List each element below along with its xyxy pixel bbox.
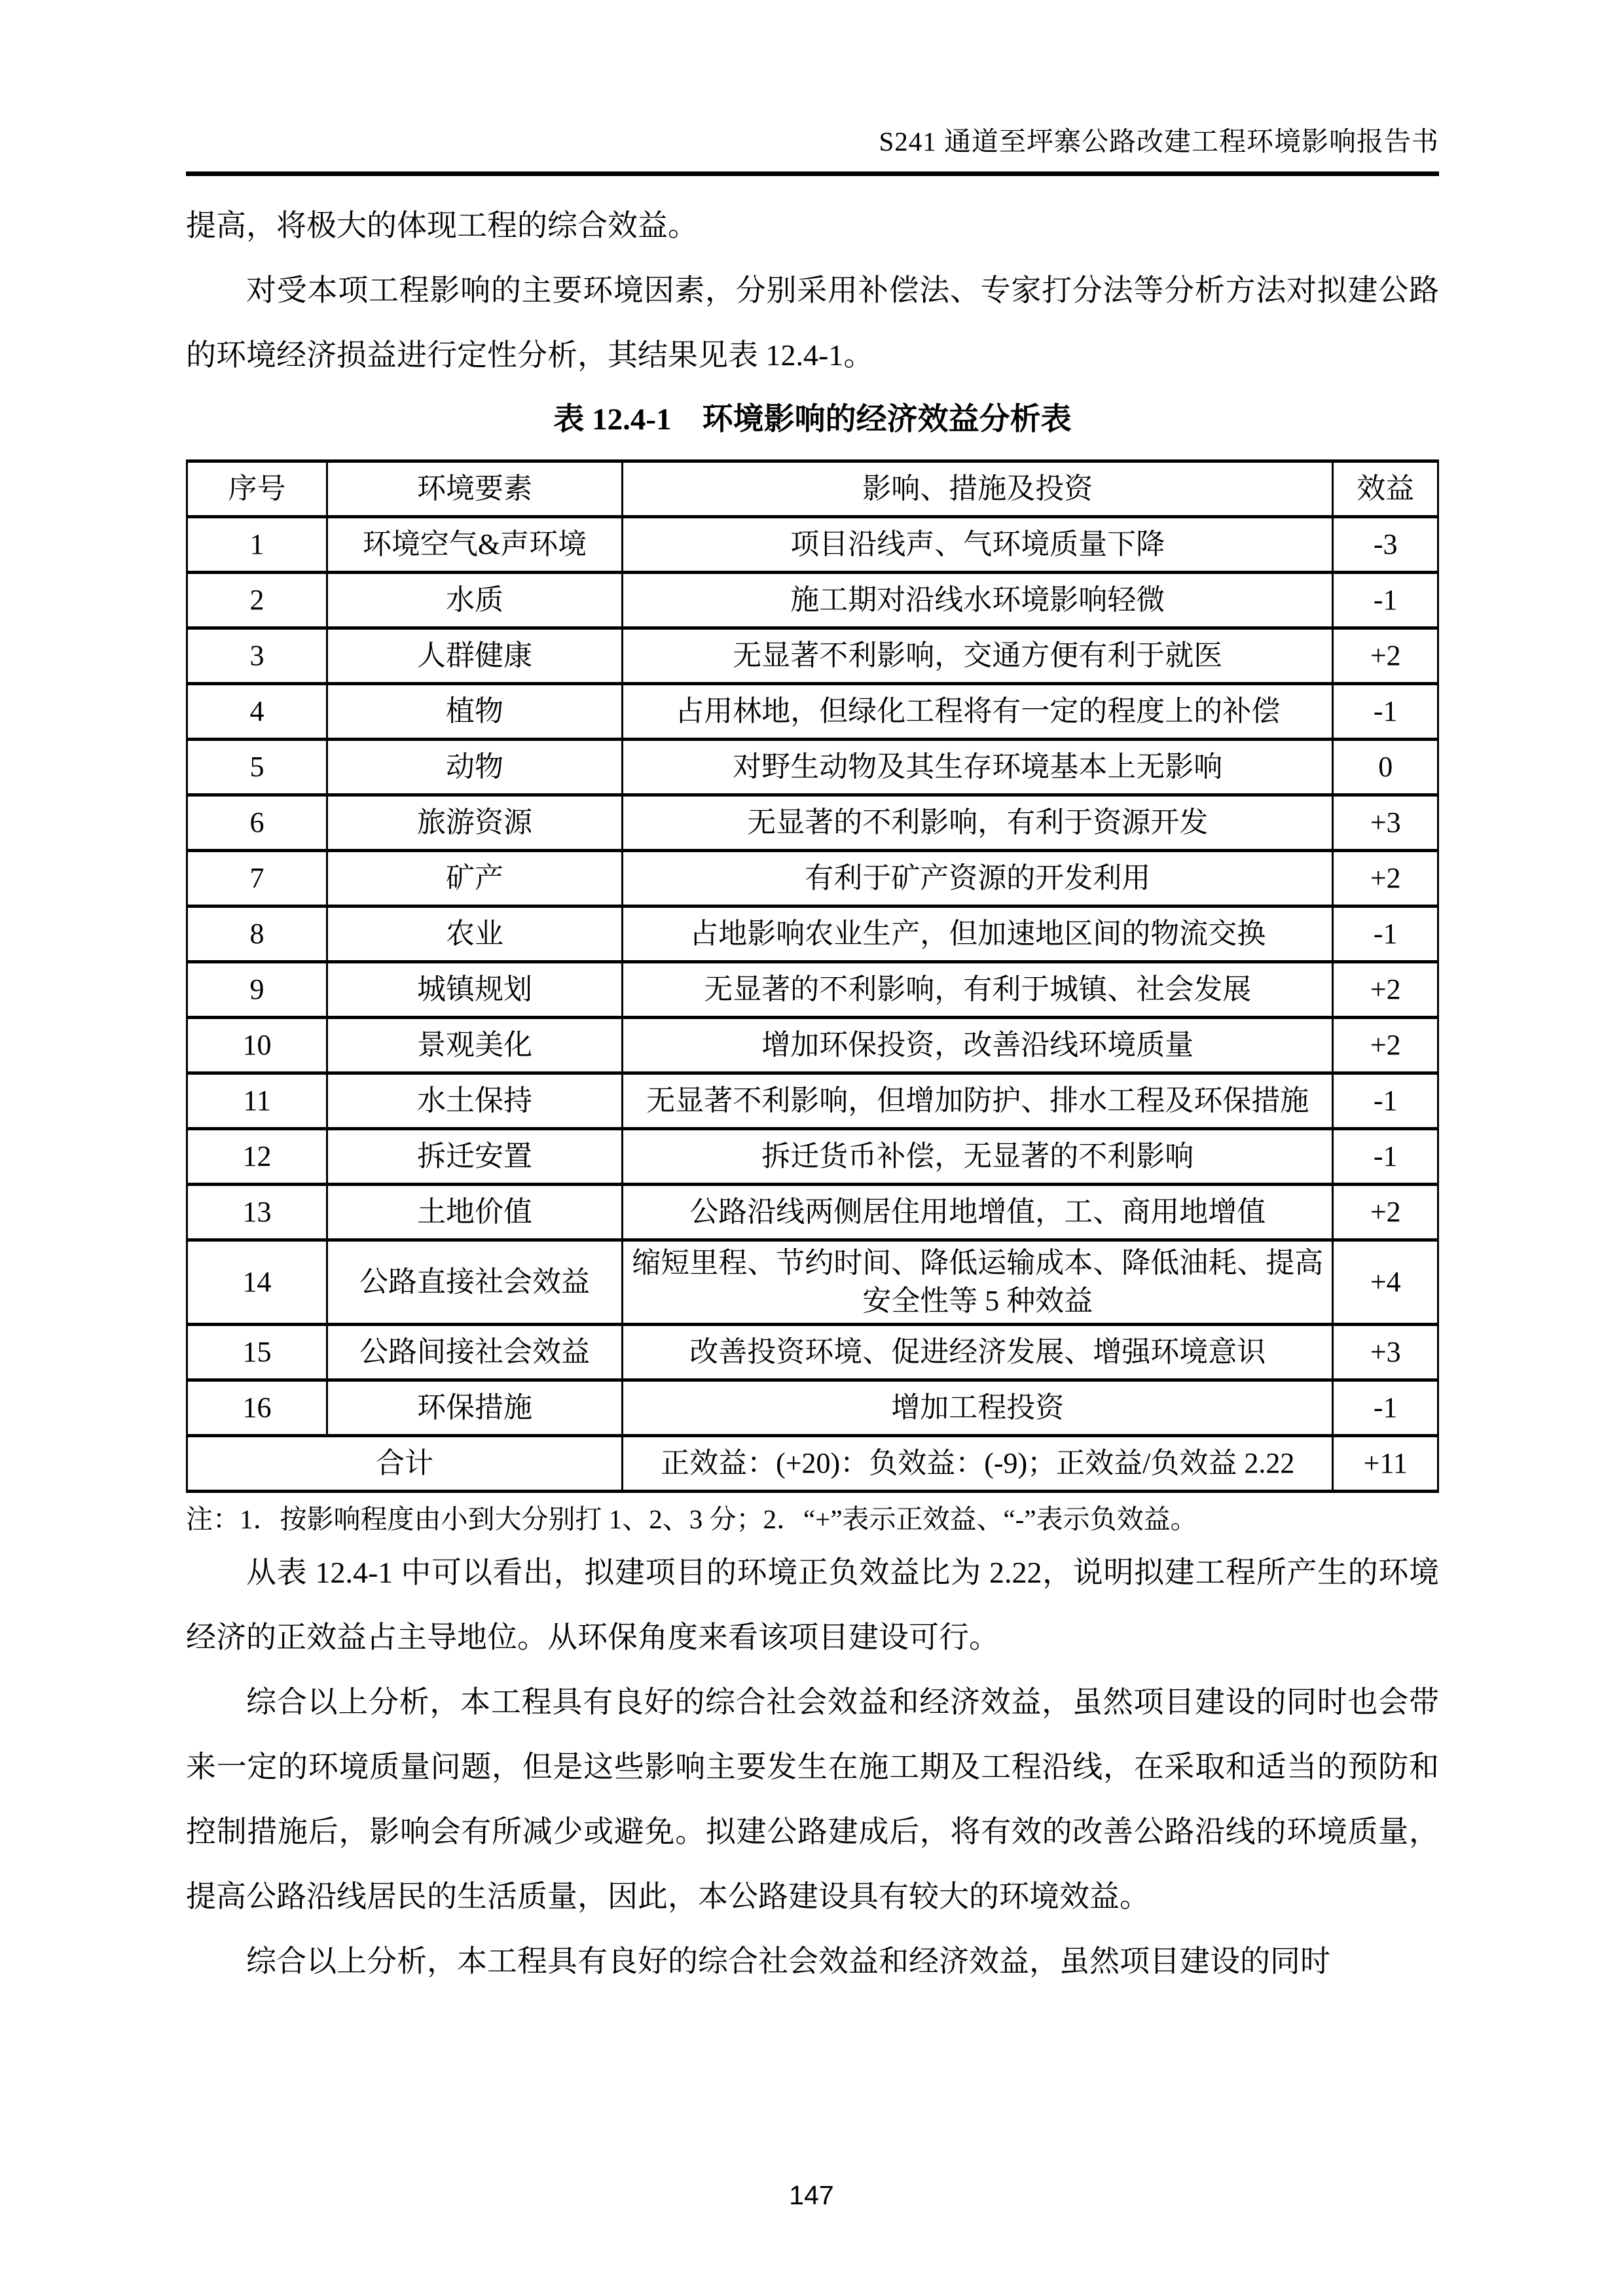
table-row [187, 962, 1438, 1018]
cell-factor: 景观美化 [327, 1018, 623, 1073]
cell-factor: 水质 [327, 573, 623, 628]
cell-impact: 无显著不利影响，交通方便有利于就医 [623, 628, 1333, 684]
cell-benefit: -1 [1333, 1129, 1438, 1185]
cell-no: 4 [187, 684, 327, 740]
cell-factor: 城镇规划 [327, 962, 623, 1018]
cell-factor: 水土保持 [327, 1073, 623, 1129]
cell-benefit: -1 [1333, 684, 1438, 740]
cell-benefit: -1 [1333, 1380, 1438, 1436]
cell-impact: 占地影响农业生产，但加速地区间的物流交换 [623, 906, 1333, 962]
cell-benefit: -1 [1333, 906, 1438, 962]
cell-no: 8 [187, 906, 327, 962]
cell-benefit: 0 [1333, 740, 1438, 795]
cell-impact: 缩短里程、节约时间、降低运输成本、降低油耗、提高安全性等 5 种效益 [623, 1240, 1333, 1325]
cell-factor: 矿产 [327, 851, 623, 906]
cell-no: 2 [187, 573, 327, 628]
cell-factor: 拆迁安置 [327, 1129, 623, 1185]
cell-factor: 环保措施 [327, 1380, 623, 1436]
total-benefit: +11 [1333, 1436, 1438, 1492]
cell-factor: 公路直接社会效益 [327, 1240, 623, 1325]
cell-no: 14 [187, 1240, 327, 1325]
total-impact: 正效益：(+20)：负效益：(-9)；正效益/负效益 2.22 [623, 1436, 1333, 1492]
table-row [187, 1129, 1438, 1185]
table-row [187, 684, 1438, 740]
table-row [187, 795, 1438, 851]
cell-factor: 动物 [327, 740, 623, 795]
table-row [187, 517, 1438, 573]
cell-no: 15 [187, 1325, 327, 1380]
cell-no: 5 [187, 740, 327, 795]
cell-factor: 环境空气&声环境 [327, 517, 623, 573]
header-rule [186, 171, 1439, 176]
cell-impact: 无显著的不利影响，有利于资源开发 [623, 795, 1333, 851]
column-header-factor: 环境要素 [327, 461, 623, 517]
cell-benefit: +2 [1333, 1018, 1438, 1073]
cell-no: 10 [187, 1018, 327, 1073]
table-row [187, 1185, 1438, 1240]
cell-benefit: +2 [1333, 851, 1438, 906]
table-note: 注：1．按影响程度由小到大分别打 1、2、3 分；2．“+”表示正效益、“-”表示负效益。 [186, 1504, 1197, 1534]
column-header-no: 序号 [187, 461, 327, 517]
cell-impact: 增加环保投资，改善沿线环境质量 [623, 1018, 1333, 1073]
paragraph-4: 综合以上分析，本工程具有良好的综合社会效益和经济效益，虽然项目建设的同时也会带来一定的环境质量问题，但是这些影响主要发生在施工期及工程沿线，在采取和适当的预防和控制措施后，影响会有所减少或避免。拟建公路建成后，将有效的改善公路沿线的环境质量，提高公路沿线居民的生活质量，因此，本公路建设具有较大的环境效益。 [186, 1685, 1439, 1913]
table-row [187, 1018, 1438, 1073]
cell-no: 11 [187, 1073, 327, 1129]
cell-benefit: +3 [1333, 795, 1438, 851]
table-row [187, 1073, 1438, 1129]
table-total-row [187, 1436, 1438, 1492]
cell-impact: 无显著的不利影响，有利于城镇、社会发展 [623, 962, 1333, 1018]
cell-factor: 旅游资源 [327, 795, 623, 851]
table-row [187, 628, 1438, 684]
paragraph-2: 对受本项工程影响的主要环境因素，分别采用补偿法、专家打分法等分析方法对拟建公路的环境经济损益进行定性分析，其结果见表 12.4-1。 [186, 274, 1439, 372]
table-row [187, 906, 1438, 962]
benefit-analysis-table [186, 459, 1439, 1493]
cell-impact: 无显著不利影响，但增加防护、排水工程及环保措施 [623, 1073, 1333, 1129]
table-row [187, 851, 1438, 906]
column-header-impact: 影响、措施及投资 [623, 461, 1333, 517]
cell-no: 13 [187, 1185, 327, 1240]
cell-no: 9 [187, 962, 327, 1018]
cell-impact: 有利于矿产资源的开发利用 [623, 851, 1333, 906]
cell-factor: 公路间接社会效益 [327, 1325, 623, 1380]
cell-benefit: -1 [1333, 1073, 1438, 1129]
table-row [187, 573, 1438, 628]
cell-benefit: +4 [1333, 1240, 1438, 1325]
cell-benefit: +3 [1333, 1325, 1438, 1380]
cell-factor: 土地价值 [327, 1185, 623, 1240]
cell-factor: 植物 [327, 684, 623, 740]
cell-impact: 增加工程投资 [623, 1380, 1333, 1436]
cell-benefit: -3 [1333, 517, 1438, 573]
cell-factor: 人群健康 [327, 628, 623, 684]
cell-impact: 占用林地，但绿化工程将有一定的程度上的补偿 [623, 684, 1333, 740]
cell-impact: 施工期对沿线水环境影响轻微 [623, 573, 1333, 628]
cell-no: 1 [187, 517, 327, 573]
cell-impact: 项目沿线声、气环境质量下降 [623, 517, 1333, 573]
cell-benefit: +2 [1333, 628, 1438, 684]
cell-benefit: -1 [1333, 573, 1438, 628]
cell-no: 6 [187, 795, 327, 851]
cell-impact: 对野生动物及其生存环境基本上无影响 [623, 740, 1333, 795]
table-row [187, 1325, 1438, 1380]
cell-benefit: +2 [1333, 962, 1438, 1018]
cell-no: 7 [187, 851, 327, 906]
page-header [186, 126, 1439, 176]
cell-impact: 拆迁货币补偿，无显著的不利影响 [623, 1129, 1333, 1185]
cell-factor: 农业 [327, 906, 623, 962]
table-header-row [187, 461, 1438, 517]
table-row [187, 1240, 1438, 1325]
table-title: 表 12.4-1 环境影响的经济效益分析表 [553, 403, 1072, 437]
paragraph-3: 从表 12.4-1 中可以看出，拟建项目的环境正负效益比为 2.22，说明拟建工程所产生的环境经济的正效益占主导地位。从环保角度来看该项目建设可行。 [186, 1556, 1439, 1654]
table-row [187, 740, 1438, 795]
total-label: 合计 [187, 1436, 623, 1492]
page-number: 147 [789, 2180, 834, 2210]
cell-impact: 公路沿线两侧居住用地增值，工、商用地增值 [623, 1185, 1333, 1240]
paragraph-1: 提高，将极大的体现工程的综合效益。 [186, 209, 698, 242]
cell-no: 12 [187, 1129, 327, 1185]
header-title: S241 通道至坪寨公路改建工程环境影响报告书 [879, 126, 1439, 156]
cell-impact: 改善投资环境、促进经济发展、增强环境意识 [623, 1325, 1333, 1380]
cell-benefit: +2 [1333, 1185, 1438, 1240]
column-header-benefit: 效益 [1333, 461, 1438, 517]
cell-no: 16 [187, 1380, 327, 1436]
paragraph-5: 综合以上分析，本工程具有良好的综合社会效益和经济效益，虽然项目建设的同时 [246, 1945, 1330, 1978]
table-row [187, 1380, 1438, 1436]
cell-no: 3 [187, 628, 327, 684]
